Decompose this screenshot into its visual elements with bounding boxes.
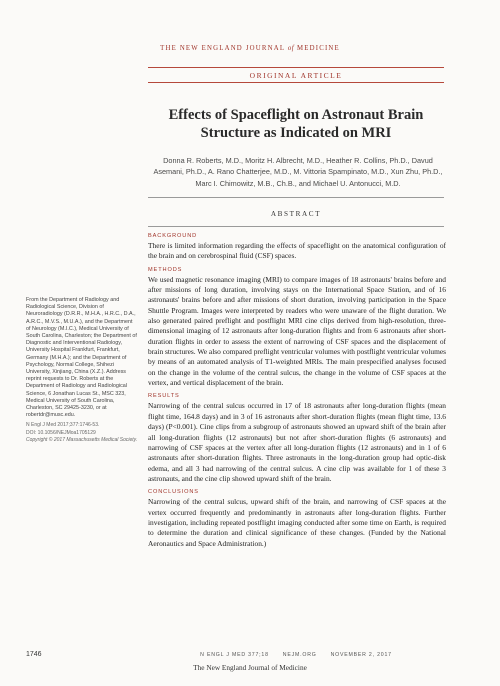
page-number: 1746	[26, 651, 42, 658]
section-text: Narrowing of the central sulcus occurred in 17 of 18 astronauts after long-duration flights (mean flight time, 164.8 days) and in 3 of 16 astronauts after short-duration flights (mean flight time, 13.6 days) (P<0.001). Cine clips from a subgroup of astronauts showed an upward shift of the brain after all long-duration flights (12 astronauts) but not after short-duration flights (6 astronauts) and narrowing of CSF spaces at the vertex after all long-duration flights (12 astronauts) and in 1 of 6 astronauts after short-duration flights. Three astronauts in the long-duration group had optic-disk edema, and all 3 had narrowing of the central sulcus. A cine clip was available for 1 of these 3 astronauts, and the cine clip showed upward shift of the brain.	[148, 401, 446, 483]
journal-name-post: MEDICINE	[297, 45, 340, 52]
journal-header	[0, 45, 500, 52]
abstract-section-methods	[148, 266, 446, 389]
affiliation-sidebar	[26, 297, 138, 444]
journal-name-pre: THE NEW ENGLAND JOURNAL	[160, 45, 285, 52]
abstract-bottom-rule	[148, 226, 444, 227]
author-list: Donna R. Roberts, M.D., Moritz H. Albrecht, M.D., Heather R. Collins, Ph.D., Davud Asemani, Ph.D., A. Rano Chatterjee, M.D., M. Vittoria Spampinato, M.D., Xun Zhu, Ph.D., Marc I. Chimowitz, M.B., Ch.B., and Michael U. Antonucci, M.D.	[153, 156, 443, 188]
journal-name-of: of	[287, 45, 295, 52]
section-label: METHODS	[148, 266, 183, 273]
section-label: CONCLUSIONS	[148, 489, 199, 496]
abstract-section-background	[148, 232, 446, 262]
abstract-top-rule	[148, 197, 444, 198]
abstract-section-results	[148, 392, 446, 484]
footer-journal-abbrev: N ENGL J MED 377;18	[200, 652, 269, 658]
section-label: RESULTS	[148, 393, 180, 400]
footer-date: NOVEMBER 2, 2017	[330, 652, 392, 658]
abstract-section-conclusions	[148, 488, 446, 549]
footer-website: NEJM.ORG	[282, 652, 317, 658]
copyright-line: Copyright © 2017 Massachusetts Medical Society.	[26, 436, 138, 443]
footer-journal-name: The New England Journal of Medicine	[193, 663, 307, 672]
doi-line: DOI: 10.1056/NEJMoa1705129	[26, 429, 96, 436]
footer-running-line	[148, 652, 444, 658]
abstract-heading: ABSTRACT	[270, 210, 322, 218]
section-label: BACKGROUND	[148, 233, 198, 239]
article-title: Effects of Spaceflight on Astronaut Brain Structure as Indicated on MRI	[168, 107, 424, 141]
section-text: There is limited information regarding the effects of spaceflight on the anatomical configuration of the brain and on cerebrospinal fluid (CSF) spaces.	[148, 241, 446, 261]
citation-line: N Engl J Med 2017;377:1746-53.	[26, 422, 100, 429]
affiliation-text: From the Department of Radiology and Radiological Science, Division of Neuroradiology (D.R.R., M.H.A., H.R.C., D.A., A.R.C., M.V.S., M.U.A.), and the Department of Neurology (M.I.C.), Medical University of South Carolina, Charleston; the Department of Diagnostic and Interventional Radiology, University Hospital Frankfurt, Frankfurt, Germany (M.H.A.); and the Department of Psychology, Normal College, Shihezi University, Xinjiang, China (X.Z.). Address reprint requests to Dr. Roberts at the Department of Radiology and Radiological Science, 6 Jonathan Lucas St., MSC 323, Medical University of South Carolina, Charleston, SC 29425-3230, or at robertdr@musc.edu.	[26, 297, 137, 419]
section-text: Narrowing of the central sulcus, upward shift of the brain, and narrowing of CSF spaces at the vertex occurred frequently and predominantly in astronauts after long-duration flights. Further investigation, including repeated postflight imaging conducted after some time on Earth, is required to determine the duration and clinical significance of these changes. (Funded by the National Aeronautics and Space Administration.)	[148, 497, 446, 548]
section-text: We used magnetic resonance imaging (MRI) to compare images of 18 astronauts' brains before and after missions of long duration, involving stays on the International Space Station, and of 16 astronauts' brains before and after missions of short duration, involving participation in the Space Shuttle Program. Images were interpreted by readers who were unaware of the flight duration. We also generated paired preflight and postflight MRI cine clips derived from high-resolution, three-dimensional imaging of 12 astronauts after long-duration flights and from 6 astronauts after short-duration flights in order to assess the extent of narrowing of CSF spaces and the displacement of brain structures. We also compared preflight ventricular volumes with postflight ventricular volumes by means of an automated analysis of T1-weighted MRIs. The main prespecified analyses focused on the change in the volume of the central sulcus, the change in the volume of CSF spaces at the vertex, and vertical displacement of the brain.	[148, 274, 446, 388]
article-type-label: ORIGINAL ARTICLE	[148, 67, 444, 83]
abstract-body	[148, 232, 446, 553]
